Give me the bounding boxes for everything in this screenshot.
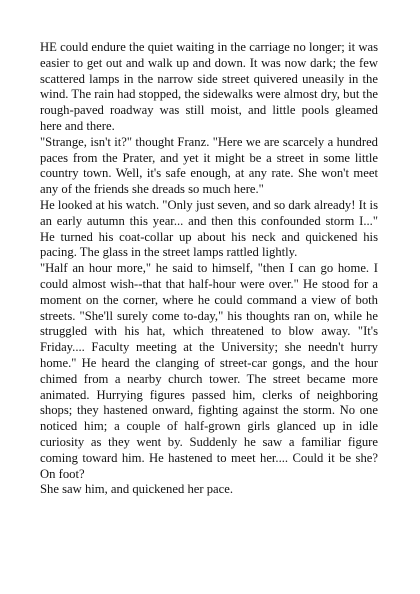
paragraph-4: "Half an hour more," he said to himself, "then I can go home. I could almost wish--that that half-hour were over." He stood for a moment on the corner, where he could command a view of both streets. "She'll surely come to-day," his thoughts ran on, while he struggled with his hat, which threatened to blow away. "It's Friday.... Faculty meeting at the University; she needn't hurry home." He heard the clanging of street-car gongs, and the hour chimed from a nearby church tower. The street became more animated. Hurrying figures passed him, clerks of neighboring shops; they hastened onward, fighting against the storm. No one noticed him; a couple of half-grown girls glanced up in idle curiosity as they went by. Suddenly he saw a familiar figure coming toward him. He hastened to meet her.... Could it be she? On foot? [40,261,378,481]
document-page [40,40,378,570]
paragraph-3: He looked at his watch. "Only just seven, and so dark already! It is an early autumn this year... and then this confounded storm I..." He turned his coat-collar up about his neck and quickened his pacing. The glass in the street lamps rattled lightly. [40,197,378,260]
paragraph-5: She saw him, and quickened her pace. [40,482,234,497]
paragraph-1: HE could endure the quiet waiting in the carriage no longer; it was easier to get out and walk up and down. It was now dark; the few scattered lamps in the narrow side street quivered uneasily in the wind. The rain had stopped, the sidewalks were almost dry, but the rough-paved roadway was still moist, and little pools gleamed here and there. [40,40,378,133]
paragraph-2: "Strange, isn't it?" thought Franz. "Here we are scarcely a hundred paces from the Prater, and yet it might be a street in some little country town. Well, it's safe enough, at any rate. She won't meet any of the friends she dreads so much here." [40,134,378,197]
